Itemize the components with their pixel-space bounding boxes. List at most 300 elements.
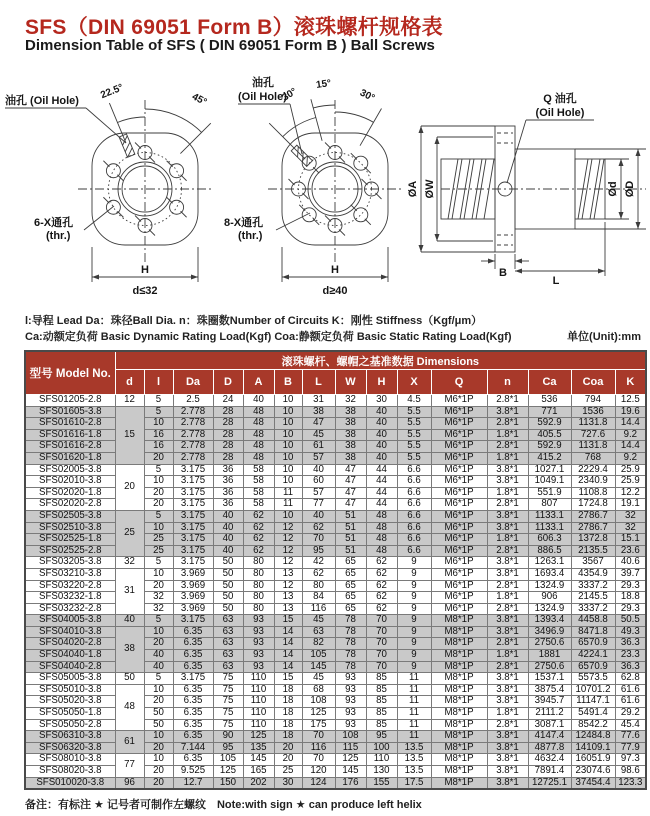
- dim-cell: M6*1P: [431, 557, 487, 569]
- dim-cell: 202: [243, 777, 274, 789]
- dim-cell: 10: [144, 476, 173, 488]
- dim-cell: 48: [243, 452, 274, 464]
- dim-cell: 51: [335, 534, 366, 546]
- dim-cell: 125: [335, 754, 366, 766]
- dim-cell: 50: [213, 568, 243, 580]
- table-row: [25, 510, 646, 522]
- dim-cell: 77.9: [615, 742, 646, 754]
- d-group-cell: 77: [115, 754, 144, 777]
- dim-cell: 9: [397, 638, 431, 650]
- dim-cell: 38: [335, 418, 366, 430]
- dim-cell: 51: [335, 545, 366, 557]
- dim-cell: 1693.4: [528, 568, 571, 580]
- dim-cell: 3.8*1: [487, 626, 528, 638]
- col-header-L: L: [302, 370, 335, 395]
- dim-cell: 77.6: [615, 731, 646, 743]
- dimension-table: [24, 350, 647, 790]
- dim-cell: 49.3: [615, 626, 646, 638]
- dim-cell: 1.8*1: [487, 708, 528, 720]
- dim-cell: 4632.4: [528, 754, 571, 766]
- dim-cell: 23.6: [615, 545, 646, 557]
- dim-cell: 5.5: [397, 429, 431, 441]
- dim-cell: 13.5: [397, 754, 431, 766]
- dim-cell: 10: [274, 406, 302, 418]
- dim-cell: 16: [144, 429, 173, 441]
- dim-cell: 30: [366, 395, 397, 407]
- dim-cell: 82: [302, 638, 335, 650]
- dim-cell: 38: [335, 441, 366, 453]
- dim-cell: 1131.8: [571, 418, 615, 430]
- h-dim-label: H: [141, 264, 149, 276]
- col-header-Coa: Coa: [571, 370, 615, 395]
- dim-cell: 1027.1: [528, 464, 571, 476]
- dim-cell: 3087.1: [528, 719, 571, 731]
- dim-cell: 3.969: [173, 568, 213, 580]
- dim-cell: 93: [335, 696, 366, 708]
- model-cell: SFS05005-3.8: [25, 673, 115, 685]
- dim-cell: 145: [335, 766, 366, 778]
- model-cell: SFS03210-3.8: [25, 568, 115, 580]
- dim-cell: 23.3: [615, 650, 646, 662]
- col-header-B: B: [274, 370, 302, 395]
- dim-cell: 10: [274, 395, 302, 407]
- flange-view-6-hole: [5, 82, 212, 297]
- dim-cell: 1.8*1: [487, 650, 528, 662]
- dim-cell: 47: [302, 418, 335, 430]
- dim-cell: 10: [274, 429, 302, 441]
- dim-cell: 4147.4: [528, 731, 571, 743]
- dim-cell: 6.35: [173, 650, 213, 662]
- dim-cell: 14.4: [615, 418, 646, 430]
- dim-cell: M8*1P: [431, 696, 487, 708]
- dim-cell: 9: [397, 615, 431, 627]
- side-view-drawing: [407, 91, 646, 287]
- dim-cell: 4458.8: [571, 615, 615, 627]
- dim-cell: 48: [243, 441, 274, 453]
- dim-cell: 592.9: [528, 418, 571, 430]
- dim-cell: 40: [302, 510, 335, 522]
- dim-cell: 130: [366, 766, 397, 778]
- dim-cell: 9: [397, 650, 431, 662]
- dim-cell: 175: [302, 719, 335, 731]
- dim-cell: 93: [243, 638, 274, 650]
- dim-cell: 110: [243, 696, 274, 708]
- dim-cell: 120: [302, 766, 335, 778]
- col-header-H: H: [366, 370, 397, 395]
- oil-hole-label2: (Oil Hole): [238, 91, 287, 103]
- dim-cell: 68: [302, 684, 335, 696]
- dim-cell: 62: [366, 592, 397, 604]
- dim-cell: 20: [144, 452, 173, 464]
- model-cell: SFS08010-3.8: [25, 754, 115, 766]
- dim-cell: 6570.9: [571, 638, 615, 650]
- dim-cell: 40: [144, 661, 173, 673]
- dim-cell: M6*1P: [431, 452, 487, 464]
- dim-cell: 5: [144, 510, 173, 522]
- dim-cell: 6.6: [397, 534, 431, 546]
- dim-cell: 51: [335, 522, 366, 534]
- dim-cell: 10: [274, 452, 302, 464]
- dim-cell: 32: [335, 395, 366, 407]
- model-cell: SFS05010-3.8: [25, 684, 115, 696]
- flange-view-8-hole: [224, 75, 402, 297]
- dim-cell: 62: [243, 522, 274, 534]
- dim-cell: M6*1P: [431, 395, 487, 407]
- dim-cell: 6.35: [173, 696, 213, 708]
- dim-cell: 3.175: [173, 499, 213, 511]
- dim-cell: 20: [144, 487, 173, 499]
- dim-cell: 6.6: [397, 487, 431, 499]
- dim-cell: 3.969: [173, 580, 213, 592]
- model-cell: SFS04040-1.8: [25, 650, 115, 662]
- dim-cell: 6.6: [397, 499, 431, 511]
- dim-cell: 1108.8: [571, 487, 615, 499]
- dim-cell: 1133.1: [528, 522, 571, 534]
- dim-cell: M6*1P: [431, 441, 487, 453]
- dim-cell: 2786.7: [571, 510, 615, 522]
- table-row: [25, 673, 646, 685]
- dim-cell: 2.8*1: [487, 499, 528, 511]
- dim-cell: 75: [213, 696, 243, 708]
- unit-label: 单位(Unit):mm: [567, 331, 641, 343]
- dim-cell: 51: [335, 510, 366, 522]
- dim-cell: 3.8*1: [487, 615, 528, 627]
- dim-cell: 20: [144, 766, 173, 778]
- dim-cell: 135: [243, 742, 274, 754]
- dim-cell: 10: [144, 626, 173, 638]
- dim-cell: 5: [144, 557, 173, 569]
- dim-cell: 20: [144, 742, 173, 754]
- dim-cell: 80: [243, 557, 274, 569]
- col-header-Q: Q: [431, 370, 487, 395]
- dim-cell: 125: [243, 731, 274, 743]
- dim-cell: 3.8*1: [487, 766, 528, 778]
- dim-cell: 5.5: [397, 441, 431, 453]
- model-no-header: 型号 Model No.: [25, 351, 115, 395]
- dim-cell: 23074.6: [571, 766, 615, 778]
- dim-cell: 6570.9: [571, 661, 615, 673]
- page-subtitle: Dimension Table of SFS ( DIN 69051 Form B ) Ball Screws: [25, 37, 435, 54]
- dim-cell: 42: [302, 557, 335, 569]
- dim-cell: 1536: [571, 406, 615, 418]
- dim-cell: 886.5: [528, 545, 571, 557]
- table-row: [25, 684, 646, 696]
- dim-cell: 7891.4: [528, 766, 571, 778]
- dim-cell: 20: [144, 696, 173, 708]
- model-cell: SFS02010-3.8: [25, 476, 115, 488]
- dim-cell: 10: [144, 754, 173, 766]
- d-group-cell: 38: [115, 626, 144, 672]
- model-cell: SFS03232-2.8: [25, 603, 115, 615]
- dim-cell: 28: [213, 452, 243, 464]
- dim-cell: 45: [302, 673, 335, 685]
- dim-cell: 3.175: [173, 487, 213, 499]
- drawings-svg: [0, 70, 650, 310]
- dim-cell: 18: [274, 696, 302, 708]
- dim-cell: 3.8*1: [487, 464, 528, 476]
- col-header-A: A: [243, 370, 274, 395]
- dim-cell: 40: [144, 650, 173, 662]
- dim-cell: 80: [302, 580, 335, 592]
- dim-cell: 11: [397, 708, 431, 720]
- dim-cell: 25.9: [615, 476, 646, 488]
- dim-cell: 29.3: [615, 603, 646, 615]
- dim-cell: 24: [213, 395, 243, 407]
- dim-cell: 2111.2: [528, 708, 571, 720]
- dim-cell: 48: [366, 545, 397, 557]
- dim-cell: 6.35: [173, 731, 213, 743]
- dim-cell: M6*1P: [431, 487, 487, 499]
- dim-cell: 60: [302, 476, 335, 488]
- dim-cell: 40: [213, 522, 243, 534]
- dim-cell: 2229.4: [571, 464, 615, 476]
- dim-cell: 2.8*1: [487, 418, 528, 430]
- dim-cell: 11: [274, 499, 302, 511]
- dim-cell: 9: [397, 603, 431, 615]
- dim-cell: 36: [213, 499, 243, 511]
- model-cell: SFS05050-1.8: [25, 708, 115, 720]
- dim-cell: M6*1P: [431, 429, 487, 441]
- dim-cell: 105: [302, 650, 335, 662]
- dim-cell: 794: [571, 395, 615, 407]
- dim-cell: 110: [243, 719, 274, 731]
- dim-cell: 75: [213, 684, 243, 696]
- dim-cell: M8*1P: [431, 719, 487, 731]
- oil-hole-label: 油孔 (Oil Hole): [5, 95, 79, 107]
- dim-cell: 5: [144, 615, 173, 627]
- dim-cell: 20: [144, 580, 173, 592]
- dim-cell: 40: [366, 406, 397, 418]
- dim-cell: 36: [213, 476, 243, 488]
- dim-cell: 12: [274, 534, 302, 546]
- dim-cell: 2750.6: [528, 638, 571, 650]
- model-cell: SFS05050-2.8: [25, 719, 115, 731]
- dim-cell: 11: [274, 487, 302, 499]
- dim-cell: 12: [274, 522, 302, 534]
- dim-cell: 3.8*1: [487, 777, 528, 789]
- dim-cell: 93: [243, 661, 274, 673]
- dim-cell: 14: [274, 626, 302, 638]
- dim-cell: 3337.2: [571, 603, 615, 615]
- dim-cell: 48: [243, 418, 274, 430]
- col-header-Ca: Ca: [528, 370, 571, 395]
- dim-cell: 2.778: [173, 429, 213, 441]
- dim-cell: 16051.9: [571, 754, 615, 766]
- dim-cell: 62: [366, 603, 397, 615]
- dim-cell: 3496.9: [528, 626, 571, 638]
- dim-cell: 18: [274, 684, 302, 696]
- d-group-cell: 20: [115, 464, 144, 510]
- dim-cell: 405.5: [528, 429, 571, 441]
- dim-cell: 62.8: [615, 673, 646, 685]
- dim-cell: 28: [213, 406, 243, 418]
- dim-cell: 1324.9: [528, 603, 571, 615]
- dim-cell: M6*1P: [431, 406, 487, 418]
- dim-cell: 9.525: [173, 766, 213, 778]
- dim-cell: 1324.9: [528, 580, 571, 592]
- dim-cell: 80: [243, 568, 274, 580]
- dim-cell: 11: [397, 696, 431, 708]
- dim-cell: 57: [302, 452, 335, 464]
- dim-cell: 95: [302, 545, 335, 557]
- dim-cell: 12: [274, 545, 302, 557]
- dim-cell: 12.7: [173, 777, 213, 789]
- dim-cell: 2145.5: [571, 592, 615, 604]
- dim-cell: 70: [366, 638, 397, 650]
- dim-cell: 48: [366, 522, 397, 534]
- dim-cell: 32: [144, 603, 173, 615]
- dim-cell: 771: [528, 406, 571, 418]
- page-title: SFS（DIN 69051 Form B）滚珠螺杆规格表: [25, 16, 443, 39]
- dia-a-label: ØA: [407, 180, 419, 198]
- dim-cell: 2135.5: [571, 545, 615, 557]
- dim-cell: 50: [144, 719, 173, 731]
- dim-cell: 1.8*1: [487, 534, 528, 546]
- dim-cell: 75: [213, 708, 243, 720]
- dim-cell: 40: [302, 464, 335, 476]
- dim-cell: 40: [366, 452, 397, 464]
- dim-cell: 61: [302, 441, 335, 453]
- dim-cell: 50: [213, 603, 243, 615]
- col-header-D: D: [213, 370, 243, 395]
- dim-cell: 9: [397, 626, 431, 638]
- dim-cell: 44: [366, 499, 397, 511]
- dim-cell: 19.6: [615, 406, 646, 418]
- dim-cell: 36.3: [615, 638, 646, 650]
- d-group-cell: 40: [115, 615, 144, 627]
- dim-cell: 176: [335, 777, 366, 789]
- dim-cell: 807: [528, 499, 571, 511]
- angle-label: 30°: [280, 86, 300, 104]
- dim-cell: 1.8*1: [487, 429, 528, 441]
- dim-cell: 17.5: [397, 777, 431, 789]
- dim-cell: 25: [274, 766, 302, 778]
- dim-cell: 70: [366, 626, 397, 638]
- dim-cell: 80: [243, 592, 274, 604]
- dim-cell: 5: [144, 395, 173, 407]
- dim-cell: 85: [366, 719, 397, 731]
- dim-cell: M8*1P: [431, 661, 487, 673]
- dim-cell: 2340.9: [571, 476, 615, 488]
- dim-cell: 62: [243, 545, 274, 557]
- dim-cell: 36.3: [615, 661, 646, 673]
- footer-note: 备注：有标注 ★ 记号者可制作左螺纹 Note:with sign ★ can produce left helix: [25, 799, 422, 811]
- dim-cell: 3.8*1: [487, 754, 528, 766]
- dim-cell: 36: [213, 487, 243, 499]
- model-cell: SFS04005-3.8: [25, 615, 115, 627]
- dim-cell: 47: [335, 499, 366, 511]
- angle-label: 45°: [189, 91, 209, 109]
- model-cell: SFS01616-2.8: [25, 441, 115, 453]
- dim-cell: 57: [302, 487, 335, 499]
- dim-cell: 93: [335, 673, 366, 685]
- dim-cell: M8*1P: [431, 626, 487, 638]
- dim-cell: 85: [366, 684, 397, 696]
- dim-cell: 62: [366, 580, 397, 592]
- dim-cell: 5.5: [397, 418, 431, 430]
- dim-cell: 12484.8: [571, 731, 615, 743]
- oil-hole-label: 油孔: [252, 77, 274, 89]
- dim-cell: 3.969: [173, 603, 213, 615]
- dim-cell: 5.5: [397, 452, 431, 464]
- table-row: [25, 777, 646, 789]
- dim-cell: 93: [243, 626, 274, 638]
- dim-cell: 6.6: [397, 510, 431, 522]
- model-cell: SFS01205-2.8: [25, 395, 115, 407]
- h-dim-label: H: [331, 264, 339, 276]
- col-header-K: K: [615, 370, 646, 395]
- dim-cell: 40: [213, 534, 243, 546]
- dim-cell: 3.175: [173, 673, 213, 685]
- dim-cell: 85: [366, 708, 397, 720]
- dim-cell: 6.35: [173, 684, 213, 696]
- dim-cell: 5: [144, 673, 173, 685]
- model-cell: SFS08020-3.8: [25, 766, 115, 778]
- dim-cell: 40: [213, 510, 243, 522]
- dim-cell: 115: [335, 742, 366, 754]
- d-group-cell: 25: [115, 510, 144, 556]
- dim-cell: 85: [366, 673, 397, 685]
- dim-cell: 606.3: [528, 534, 571, 546]
- dim-cell: 95: [366, 731, 397, 743]
- d-range-label: d≥40: [322, 285, 348, 297]
- dim-cell: 6.35: [173, 626, 213, 638]
- dim-cell: 1881: [528, 650, 571, 662]
- model-cell: SFS06320-3.8: [25, 742, 115, 754]
- dim-cell: 18: [274, 708, 302, 720]
- model-cell: SFS03232-1.8: [25, 592, 115, 604]
- dim-cell: 70: [366, 650, 397, 662]
- dim-cell: 592.9: [528, 441, 571, 453]
- dim-cell: 38: [335, 452, 366, 464]
- dim-cell: 50.5: [615, 615, 646, 627]
- dim-cell: 2.8*1: [487, 441, 528, 453]
- dim-cell: 6.35: [173, 719, 213, 731]
- dim-cell: 45: [302, 615, 335, 627]
- dim-cell: 3.175: [173, 545, 213, 557]
- dim-cell: 38: [335, 429, 366, 441]
- dim-cell: 5.5: [397, 406, 431, 418]
- dim-cell: M8*1P: [431, 766, 487, 778]
- dim-cell: 551.9: [528, 487, 571, 499]
- dim-cell: 40: [366, 429, 397, 441]
- dim-cell: M6*1P: [431, 476, 487, 488]
- dim-cell: 2.8*1: [487, 719, 528, 731]
- dim-cell: 84: [302, 592, 335, 604]
- dim-cell: 108: [335, 731, 366, 743]
- d-group-cell: 15: [115, 406, 144, 464]
- dim-cell: 536: [528, 395, 571, 407]
- table-row: [25, 557, 646, 569]
- dim-cell: 3875.4: [528, 684, 571, 696]
- angle-label: 22.5°: [99, 82, 126, 102]
- dim-cell: M8*1P: [431, 615, 487, 627]
- dim-cell: 6.6: [397, 476, 431, 488]
- dim-cell: 93: [243, 650, 274, 662]
- dim-cell: 20: [144, 638, 173, 650]
- dim-cell: 14: [274, 650, 302, 662]
- dim-cell: 6.6: [397, 522, 431, 534]
- dim-cell: 2.8*1: [487, 661, 528, 673]
- dim-cell: 2.778: [173, 452, 213, 464]
- dim-cell: 1.8*1: [487, 487, 528, 499]
- dim-cell: 3.8*1: [487, 673, 528, 685]
- dim-cell: 93: [243, 615, 274, 627]
- dim-cell: 98.6: [615, 766, 646, 778]
- dim-cell: 110: [366, 754, 397, 766]
- dim-cell: 75: [213, 673, 243, 685]
- dim-cell: 14: [274, 638, 302, 650]
